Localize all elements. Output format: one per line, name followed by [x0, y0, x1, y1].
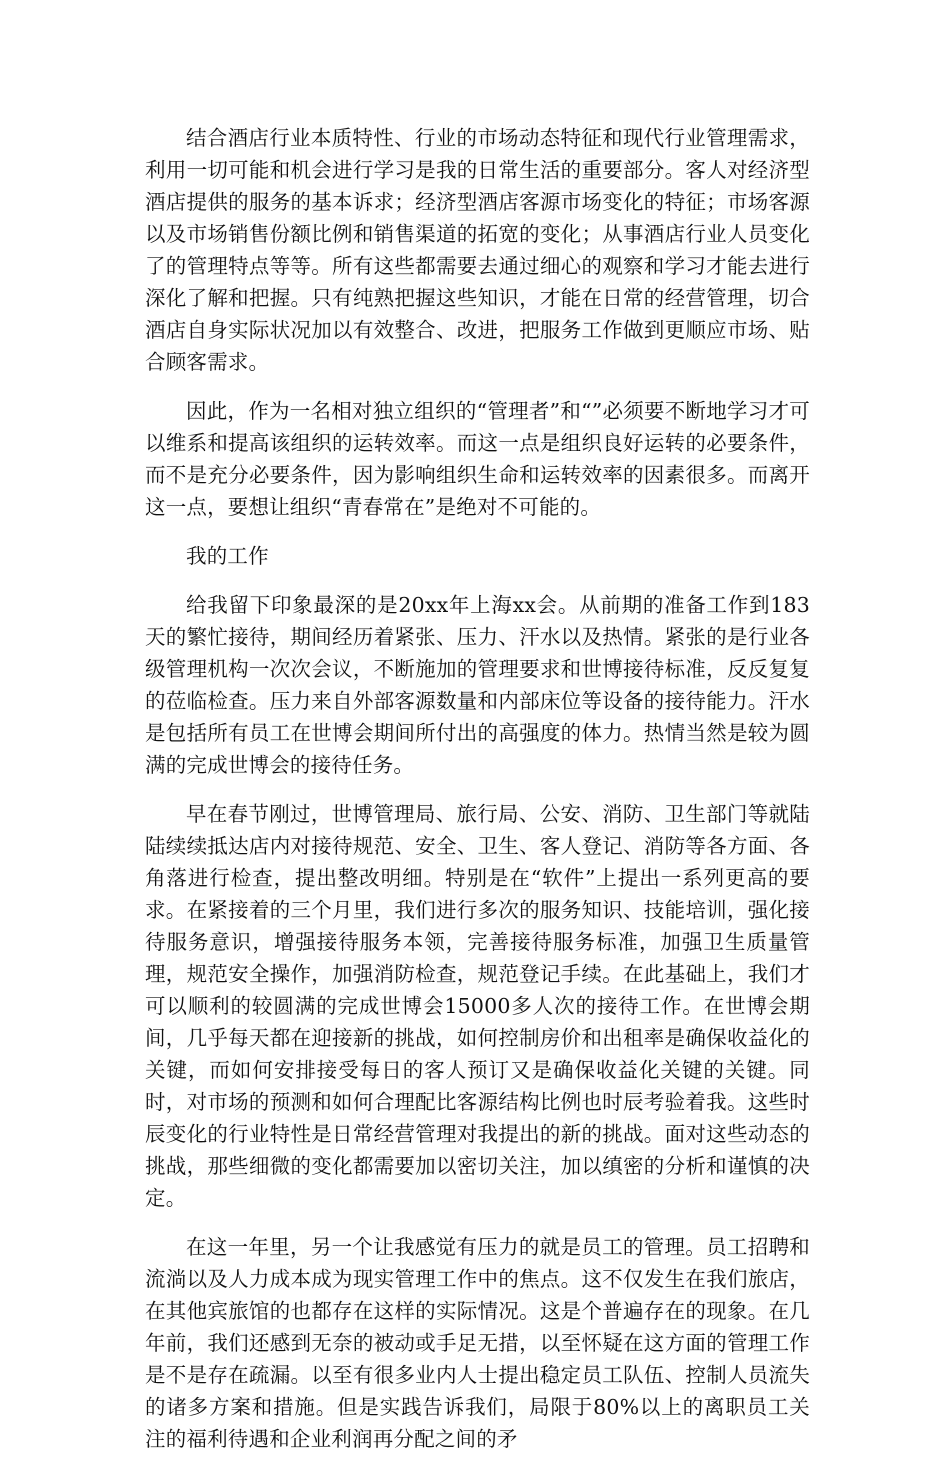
document-body	[145, 122, 810, 1472]
paragraph-expo-preparation: 早在春节刚过，世博管理局、旅行局、公安、消防、卫生部门等就陆陆续续抵达店内对接待规范、安全、卫生、客人登记、消防等各方面、各角落进行检查，提出整改明细。特别是在“软件”上提出一系列更高的要求。在紧接着的三个月里，我们进行多次的服务知识、技能培训，强化接待服务意识，增强接待服务本领，完善接待服务标准，加强卫生质量管理，规范安全操作，加强消防检查，规范登记手续。在此基础上，我们才可以顺利的较圆满的完成世博会15000多人次的接待工作。在世博会期间，几乎每天都在迎接新的挑战，如何控制房价和出租率是确保收益化的关键，而如何安排接受每日的客人预订又是确保收益化关键的关键。同时，对市场的预测和如何合理配比客源结构比例也时辰考验着我。这些时辰变化的行业特性是日常经营管理对我提出的新的挑战。面对这些动态的挑战，那些细微的变化都需要加以密切关注，加以缜密的分析和谨慎的决定。	[145, 802, 810, 1210]
paragraph-staff-management: 在这一年里，另一个让我感觉有压力的就是员工的管理。员工招聘和流淌以及人力成本成为现实管理工作中的焦点。这不仅发生在我们旅店，在其他宾旅馆的也都存在这样的实际情况。这是个普遍存在的现象。在几年前，我们还感到无奈的被动或手足无措，以至怀疑在这方面的管理工作是不是存在疏漏。以至有很多业内人士提出稳定员工队伍、控制人员流失的诸多方案和措施。但是实践告诉我们，局限于80%以上的离职员工关注的福利待遇和企业利润再分配之间的矛	[145, 1235, 810, 1451]
paragraph-learning: 结合酒店行业本质特性、行业的市场动态特征和现代行业管理需求，利用一切可能和机会进行学习是我的日常生活的重要部分。客人对经济型酒店提供的服务的基本诉求；经济型酒店客源市场变化的特征；市场客源以及市场销售份额比例和销售渠道的拓宽的变化；从事酒店行业人员变化了的管理特点等等。所有这些都需要去通过细心的观察和学习才能去进行深化了解和把握。只有纯熟把握这些知识，才能在日常的经营管理，切合酒店自身实际状况加以有效整合、改进，把服务工作做到更顺应市场、贴合顾客需求。	[145, 126, 810, 374]
section-heading-my-work: 我的工作	[186, 544, 269, 568]
paragraph-expo-impression: 给我留下印象最深的是20xx年上海xx会。从前期的准备工作到183天的繁忙接待，期间经历着紧张、压力、汗水以及热情。紧张的是行业各级管理机构一次次会议，不断施加的管理要求和世博接待标准，反反复复的莅临检查。压力来自外部客源数量和内部床位等设备的接待能力。汗水是包括所有员工在世博会期间所付出的高强度的体力。热情当然是较为圆满的完成世博会的接待任务。	[145, 593, 810, 777]
paragraph-manager-role: 因此，作为一名相对独立组织的“管理者”和“”必须要不断地学习才可以维系和提高该组织的运转效率。而这一点是组织良好运转的必要条件，而不是充分必要条件，因为影响组织生命和运转效率的因素很多。而离开这一点，要想让组织“青春常在”是绝对不可能的。	[145, 399, 810, 519]
